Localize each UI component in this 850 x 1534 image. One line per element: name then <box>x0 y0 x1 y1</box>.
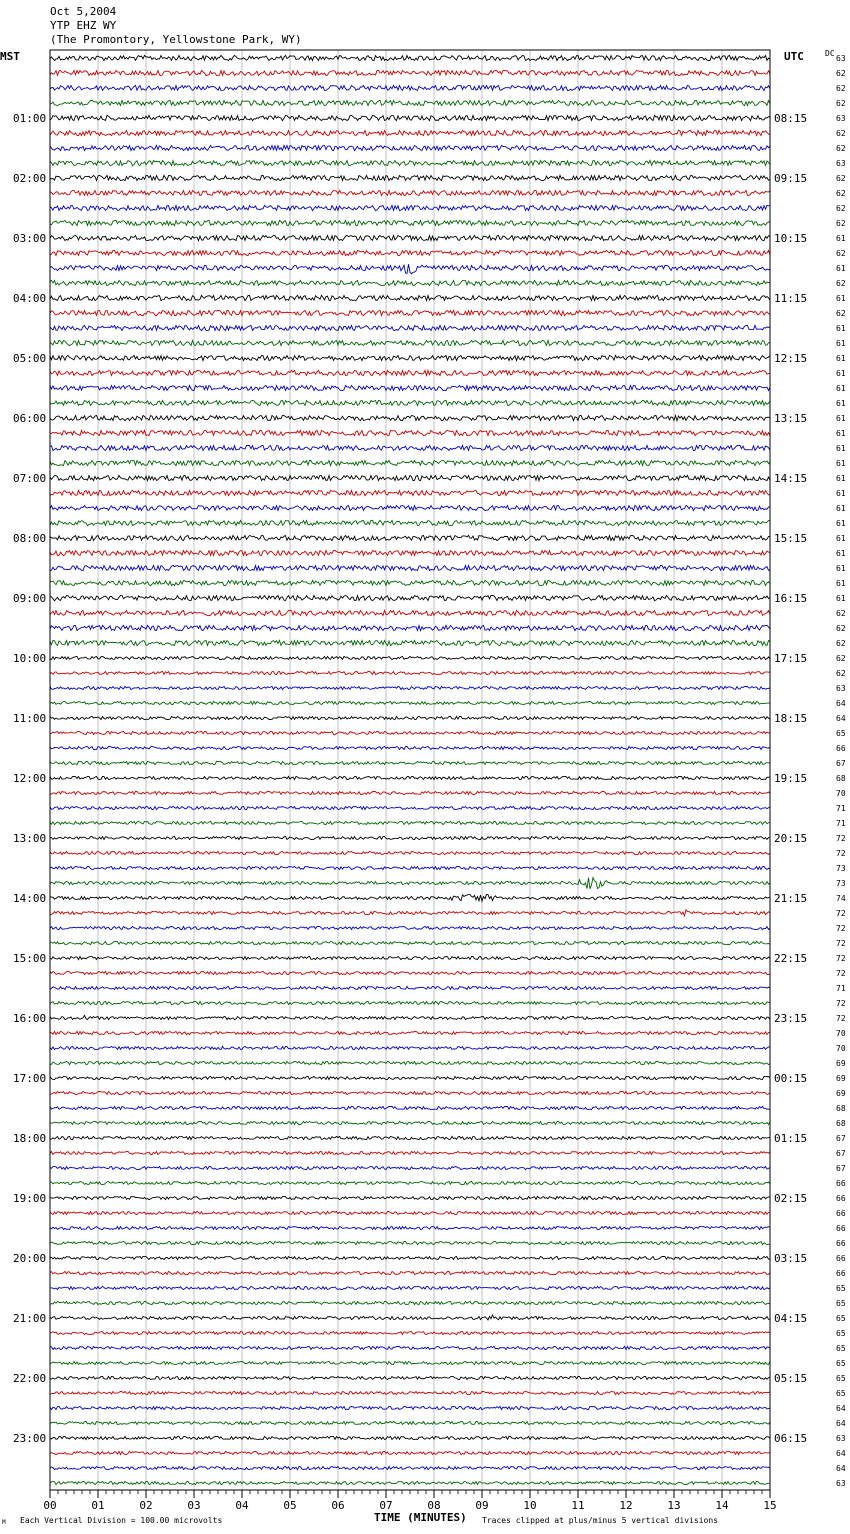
corner-mark: M <box>2 1519 6 1526</box>
left-hour-label: 16:00 <box>13 1012 47 1025</box>
dc-offset-label: 66 <box>836 1224 846 1233</box>
dc-offset-label: 61 <box>836 519 846 528</box>
trace-row <box>50 370 770 375</box>
trace-row <box>50 926 770 929</box>
dc-offset-label: 62 <box>836 189 846 198</box>
dc-offset-label: 62 <box>836 609 846 618</box>
trace-row <box>50 145 770 150</box>
dc-offset-label: 62 <box>836 279 846 288</box>
trace-row <box>50 1046 770 1049</box>
dc-offset-label: 63 <box>836 54 846 63</box>
right-hour-label: 05:15 <box>774 1372 808 1385</box>
dc-offset-label: 63 <box>836 684 846 693</box>
dc-offset-label: 65 <box>836 1299 846 1308</box>
right-hour-label: 18:15 <box>774 712 808 725</box>
dc-offset-label: 66 <box>836 1194 846 1203</box>
dc-offset-label: 72 <box>836 969 846 978</box>
trace-row <box>50 1091 770 1094</box>
trace-row <box>50 656 770 659</box>
trace-row <box>50 475 770 480</box>
dc-offset-label: 61 <box>836 564 846 573</box>
dc-offset-label: 62 <box>836 204 846 213</box>
trace-row <box>50 520 770 525</box>
right-hour-label: 22:15 <box>774 952 808 965</box>
trace-row <box>50 1151 770 1154</box>
x-tick-label: 04 <box>235 1499 249 1512</box>
dc-offset-label: 64 <box>836 1419 846 1428</box>
dc-offset-label: 61 <box>836 594 846 603</box>
dc-offset-label: 72 <box>836 1014 846 1023</box>
right-hour-label: 20:15 <box>774 832 808 845</box>
left-hour-label: 08:00 <box>13 532 47 545</box>
trace-row <box>50 205 770 210</box>
dc-offset-label: 61 <box>836 489 846 498</box>
trace-row <box>50 986 770 989</box>
trace-row <box>50 385 770 390</box>
right-timezone-label: UTC <box>784 50 804 63</box>
trace-row <box>50 430 770 435</box>
trace-row <box>50 1271 770 1274</box>
trace-row <box>50 550 770 555</box>
x-tick-label: 15 <box>763 1499 777 1512</box>
dc-offset-label: 72 <box>836 954 846 963</box>
dc-offset-label: 62 <box>836 639 846 648</box>
dc-offset-label: 66 <box>836 1239 846 1248</box>
trace-row <box>50 701 770 704</box>
right-hour-label: 15:15 <box>774 532 808 545</box>
trace-row <box>50 1286 770 1289</box>
dc-offset-label: 73 <box>836 864 846 873</box>
dc-offset-label: 62 <box>836 174 846 183</box>
header-location: (The Promontory, Yellowstone Park, WY) <box>50 33 302 46</box>
left-hour-label: 11:00 <box>13 712 47 725</box>
right-hour-label: 19:15 <box>774 772 808 785</box>
left-hour-label: 20:00 <box>13 1252 47 1265</box>
left-hour-label: 06:00 <box>13 412 47 425</box>
x-axis-title: TIME (MINUTES) <box>374 1511 467 1524</box>
dc-offset-label: 65 <box>836 1374 846 1383</box>
trace-row <box>50 175 770 180</box>
dc-offset-label: 69 <box>836 1059 846 1068</box>
dc-offset-label: 65 <box>836 1329 846 1338</box>
trace-row <box>50 595 770 600</box>
trace-row <box>50 1196 770 1199</box>
left-hour-label: 04:00 <box>13 292 47 305</box>
trace-row <box>50 1466 770 1469</box>
right-hour-label: 06:15 <box>774 1432 808 1445</box>
trace-row <box>50 1256 770 1259</box>
right-hour-label: 17:15 <box>774 652 808 665</box>
dc-offset-label: 72 <box>836 834 846 843</box>
dc-offset-label: 66 <box>836 1179 846 1188</box>
dc-offset-label: 62 <box>836 99 846 108</box>
trace-row <box>50 190 770 195</box>
dc-offset-label: 61 <box>836 474 846 483</box>
dc-offset-label: 61 <box>836 414 846 423</box>
dc-offset-label: 66 <box>836 1269 846 1278</box>
dc-offset-label: 62 <box>836 84 846 93</box>
dc-offset-label: 61 <box>836 534 846 543</box>
right-hour-label: 14:15 <box>774 472 808 485</box>
trace-row <box>50 1015 770 1019</box>
trace-row <box>50 716 770 719</box>
right-hour-label: 08:15 <box>774 112 808 125</box>
left-hour-label: 14:00 <box>13 892 47 905</box>
header-station: YTP EHZ WY <box>50 19 117 32</box>
dc-offset-label: 70 <box>836 789 846 798</box>
dc-offset-label: 63 <box>836 1434 846 1443</box>
trace-row <box>50 866 770 869</box>
trace-row <box>50 580 770 585</box>
trace-row <box>50 310 770 315</box>
left-hour-label: 17:00 <box>13 1072 47 1085</box>
dc-offset-label: 71 <box>836 984 846 993</box>
trace-row <box>50 1226 770 1229</box>
trace-row <box>50 70 770 75</box>
dc-offset-label: 61 <box>836 354 846 363</box>
dc-offset-label: 61 <box>836 369 846 378</box>
trace-row <box>50 1406 770 1409</box>
dc-offset-label: 66 <box>836 1209 846 1218</box>
trace-row <box>50 1241 770 1244</box>
dc-offset-label: 61 <box>836 504 846 513</box>
scale-note: Each Vertical Division = 100.00 microvolts <box>20 1516 223 1525</box>
dc-offset-label: 65 <box>836 1389 846 1398</box>
dc-offset-label: 67 <box>836 1149 846 1158</box>
x-tick-label: 11 <box>571 1499 585 1512</box>
dc-offset-label: 68 <box>836 774 846 783</box>
dc-offset-label: 65 <box>836 1344 846 1353</box>
trace-row <box>50 640 770 645</box>
right-hour-label: 09:15 <box>774 172 808 185</box>
left-hour-label: 03:00 <box>13 232 47 245</box>
x-tick-label: 08 <box>427 1499 441 1512</box>
trace-row <box>50 280 770 285</box>
trace-row <box>50 971 770 974</box>
trace-row <box>50 610 770 615</box>
dc-offset-label: 62 <box>836 69 846 78</box>
trace-row <box>50 325 770 330</box>
dc-offset-label: 61 <box>836 444 846 453</box>
dc-offset-label: 70 <box>836 1044 846 1053</box>
trace-row <box>50 535 770 540</box>
trace-row <box>50 1166 770 1169</box>
dc-label: DC <box>825 49 835 58</box>
trace-row <box>50 1076 770 1079</box>
trace-row <box>50 761 770 764</box>
dc-offset-label: 67 <box>836 1164 846 1173</box>
x-tick-label: 12 <box>619 1499 633 1512</box>
dc-offset-label: 61 <box>836 429 846 438</box>
trace-row <box>50 791 770 794</box>
left-hour-label: 10:00 <box>13 652 47 665</box>
dc-offset-label: 61 <box>836 399 846 408</box>
dc-offset-label: 61 <box>836 234 846 243</box>
trace-row <box>50 1136 770 1139</box>
dc-offset-label: 70 <box>836 1029 846 1038</box>
trace-row <box>50 130 770 135</box>
trace-row <box>50 1331 770 1334</box>
x-tick-label: 06 <box>331 1499 345 1512</box>
dc-offset-label: 63 <box>836 114 846 123</box>
trace-row <box>50 686 770 689</box>
right-hour-label: 11:15 <box>774 292 808 305</box>
dc-offset-label: 64 <box>836 1404 846 1413</box>
trace-row <box>50 565 770 570</box>
trace-row <box>50 956 770 959</box>
left-hour-label: 13:00 <box>13 832 47 845</box>
dc-offset-label: 61 <box>836 294 846 303</box>
trace-row <box>50 851 770 854</box>
dc-offset-label: 63 <box>836 1479 846 1488</box>
dc-offset-label: 62 <box>836 309 846 318</box>
dc-offset-label: 61 <box>836 459 846 468</box>
dc-offset-label: 66 <box>836 744 846 753</box>
dc-offset-label: 62 <box>836 249 846 258</box>
trace-row <box>50 1481 770 1484</box>
left-hour-label: 02:00 <box>13 172 47 185</box>
right-hour-label: 16:15 <box>774 592 808 605</box>
dc-offset-label: 61 <box>836 339 846 348</box>
left-hour-label: 22:00 <box>13 1372 47 1385</box>
left-hour-label: 12:00 <box>13 772 47 785</box>
dc-offset-label: 72 <box>836 909 846 918</box>
right-hour-label: 21:15 <box>774 892 808 905</box>
x-tick-label: 03 <box>187 1499 201 1512</box>
x-tick-label: 10 <box>523 1499 537 1512</box>
dc-offset-label: 63 <box>836 159 846 168</box>
trace-row <box>50 264 770 274</box>
dc-offset-label: 67 <box>836 1134 846 1143</box>
x-tick-label: 14 <box>715 1499 729 1512</box>
dc-offset-label: 71 <box>836 804 846 813</box>
left-hour-label: 07:00 <box>13 472 47 485</box>
axis-labels <box>13 54 846 1512</box>
dc-offset-label: 62 <box>836 624 846 633</box>
dc-offset-label: 61 <box>836 384 846 393</box>
trace-row <box>50 1001 770 1004</box>
dc-offset-label: 69 <box>836 1089 846 1098</box>
trace-row <box>50 836 770 839</box>
header-date: Oct 5,2004 <box>50 5 117 18</box>
x-tick-label: 00 <box>43 1499 57 1512</box>
left-hour-label: 01:00 <box>13 112 47 125</box>
dc-offset-label: 69 <box>836 1074 846 1083</box>
dc-offset-label: 62 <box>836 129 846 138</box>
dc-offset-label: 62 <box>836 654 846 663</box>
left-hour-label: 23:00 <box>13 1432 47 1445</box>
dc-offset-label: 64 <box>836 1449 846 1458</box>
trace-row <box>50 505 770 510</box>
dc-offset-label: 71 <box>836 819 846 828</box>
trace-row <box>50 415 770 420</box>
right-hour-label: 00:15 <box>774 1072 808 1085</box>
trace-row <box>50 878 770 889</box>
right-hour-label: 01:15 <box>774 1132 808 1145</box>
dc-offset-label: 61 <box>836 324 846 333</box>
trace-row <box>50 115 770 120</box>
trace-row <box>50 460 770 465</box>
trace-row <box>50 235 770 240</box>
left-hour-label: 09:00 <box>13 592 47 605</box>
x-tick-label: 09 <box>475 1499 489 1512</box>
right-hour-label: 12:15 <box>774 352 808 365</box>
trace-row <box>50 1121 770 1124</box>
dc-offset-label: 72 <box>836 939 846 948</box>
left-hour-label: 19:00 <box>13 1192 47 1205</box>
trace-row <box>50 671 770 674</box>
trace-row <box>50 941 770 944</box>
dc-offset-label: 72 <box>836 924 846 933</box>
trace-row <box>50 1031 770 1034</box>
trace-row <box>50 806 770 809</box>
trace-row <box>50 1301 770 1304</box>
dc-offset-label: 72 <box>836 849 846 858</box>
right-hour-label: 23:15 <box>774 1012 808 1025</box>
clip-note: Traces clipped at plus/minus 5 vertical divisions <box>482 1516 719 1525</box>
dc-offset-label: 73 <box>836 879 846 888</box>
dc-offset-label: 65 <box>836 729 846 738</box>
left-hour-label: 21:00 <box>13 1312 47 1325</box>
trace-row <box>50 1106 770 1109</box>
left-hour-label: 18:00 <box>13 1132 47 1145</box>
dc-offset-label: 62 <box>836 219 846 228</box>
dc-offset-label: 64 <box>836 1464 846 1473</box>
dc-offset-label: 65 <box>836 1284 846 1293</box>
x-tick-label: 07 <box>379 1499 393 1512</box>
dc-offset-label: 72 <box>836 999 846 1008</box>
right-hour-label: 04:15 <box>774 1312 808 1325</box>
dc-offset-label: 68 <box>836 1119 846 1128</box>
dc-offset-label: 61 <box>836 549 846 558</box>
dc-offset-label: 67 <box>836 759 846 768</box>
trace-row <box>50 160 770 165</box>
trace-row <box>50 100 770 105</box>
x-tick-label: 01 <box>91 1499 105 1512</box>
dc-offset-label: 61 <box>836 264 846 273</box>
trace-row <box>50 85 770 90</box>
trace-row <box>50 1315 770 1320</box>
trace-row <box>50 55 770 60</box>
trace-row <box>50 1436 770 1439</box>
trace-row <box>50 776 770 779</box>
trace-rows <box>50 55 770 1484</box>
dc-offset-label: 62 <box>836 669 846 678</box>
trace-row <box>50 746 770 749</box>
trace-row <box>50 445 770 450</box>
dc-offset-label: 65 <box>836 1314 846 1323</box>
trace-row <box>50 1346 770 1349</box>
dc-offset-label: 62 <box>836 144 846 153</box>
dc-offset-label: 74 <box>836 894 846 903</box>
trace-row <box>50 821 770 824</box>
trace-row <box>50 894 770 901</box>
left-hour-label: 15:00 <box>13 952 47 965</box>
right-hour-label: 02:15 <box>774 1192 808 1205</box>
dc-offset-label: 61 <box>836 579 846 588</box>
x-tick-label: 02 <box>139 1499 153 1512</box>
dc-offset-label: 64 <box>836 714 846 723</box>
trace-row <box>50 1181 770 1184</box>
trace-row <box>50 250 770 255</box>
x-tick-label: 13 <box>667 1499 681 1512</box>
left-hour-label: 05:00 <box>13 352 47 365</box>
right-hour-label: 13:15 <box>774 412 808 425</box>
dc-offset-label: 64 <box>836 699 846 708</box>
trace-row <box>50 731 770 734</box>
trace-row <box>50 625 770 630</box>
dc-offset-label: 66 <box>836 1254 846 1263</box>
trace-row <box>50 355 770 360</box>
trace-row <box>50 295 770 300</box>
trace-row <box>50 400 770 405</box>
trace-row <box>50 1376 770 1379</box>
trace-row <box>50 1061 770 1064</box>
trace-row <box>50 910 770 916</box>
trace-row <box>50 1211 770 1214</box>
x-tick-label: 05 <box>283 1499 297 1512</box>
trace-row <box>50 1421 770 1424</box>
trace-row <box>50 1361 770 1364</box>
trace-row <box>50 220 770 225</box>
trace-row <box>50 1391 770 1394</box>
right-hour-label: 03:15 <box>774 1252 808 1265</box>
trace-row <box>50 1451 770 1454</box>
right-hour-label: 10:15 <box>774 232 808 245</box>
trace-row <box>50 490 770 495</box>
trace-row <box>50 340 770 345</box>
left-timezone-label: MST <box>0 50 20 63</box>
dc-offset-label: 65 <box>836 1359 846 1368</box>
dc-offset-label: 68 <box>836 1104 846 1113</box>
